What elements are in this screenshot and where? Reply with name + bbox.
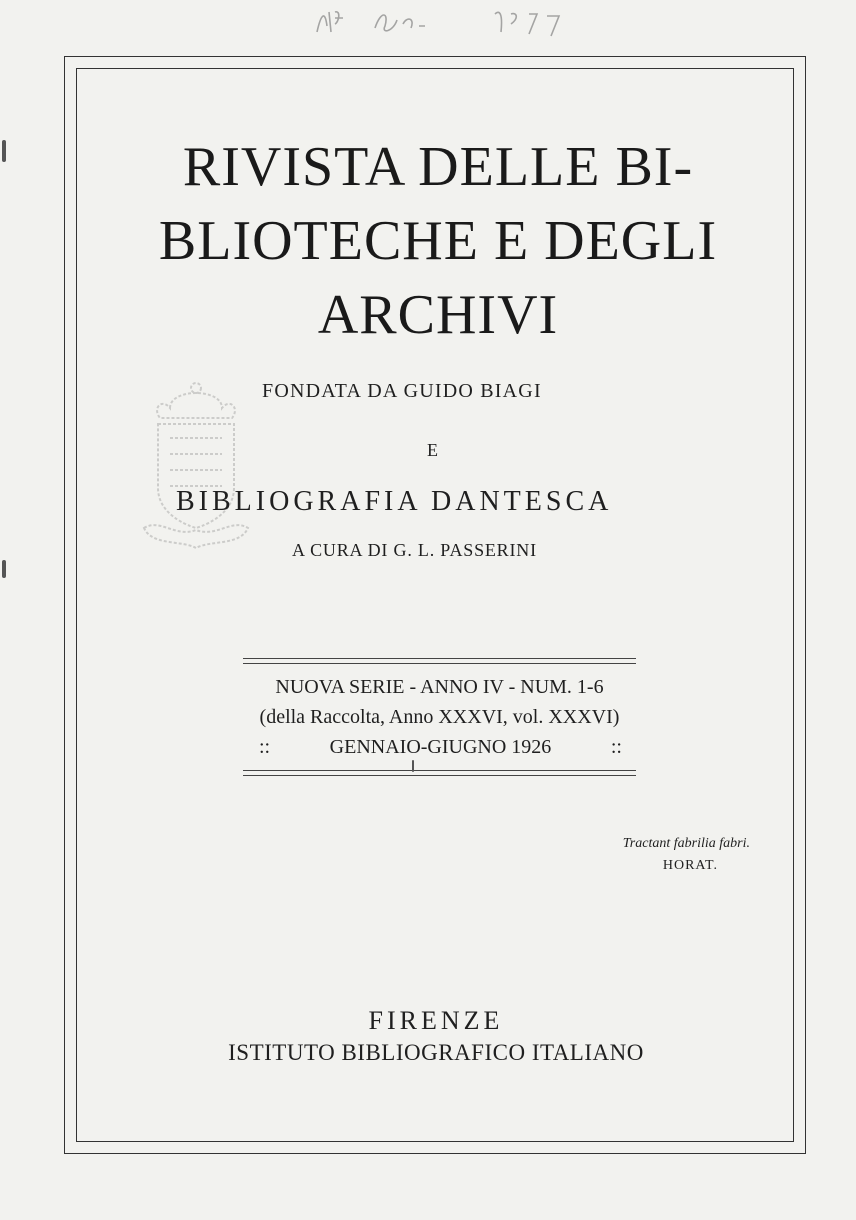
title-line-1: RIVISTA DELLE BI- [182,136,694,198]
edge-mark [2,140,6,162]
issue-date: GENNAIO-GIUGNO 1926 [329,736,552,758]
rule-bottom-2 [243,775,636,776]
title-line-3: ARCHIVI [317,284,559,346]
founder-line: FONDATA DA GUIDO BIAGI [262,380,542,402]
epigraph-author: HORAT. [662,858,718,873]
imprint-city: FIRENZE [368,1006,504,1035]
library-stamp-icon [140,378,252,556]
title-line-2: BLIOTECHE E DEGLI [158,210,718,272]
rule-top-1 [243,658,636,659]
editor-line: A CURA DI G. L. PASSERINI [292,540,537,560]
date-line [243,732,636,762]
series-info [243,672,636,762]
journal-title [110,130,766,352]
rule-top-2 [243,663,636,664]
ornament-left: :: [259,736,271,758]
series-line: NUOVA SERIE - ANNO IV - NUM. 1-6 [275,676,604,698]
handwritten-annotation [315,2,585,42]
supplement-title: BIBLIOGRAFIA DANTESCA [176,486,613,517]
rule-bottom-1 [243,770,636,771]
epigraph-quote: Tractant fabrilia fabri. [622,836,750,851]
conjunction: E [427,440,438,460]
ornament-right: :: [610,736,622,758]
collection-line: (della Raccolta, Anno XXXVI, vol. XXXVI) [259,706,620,728]
edge-mark [2,560,6,578]
imprint-publisher: ISTITUTO BIBLIOGRAFICO ITALIANO [228,1040,644,1065]
ink-speck [412,760,414,772]
